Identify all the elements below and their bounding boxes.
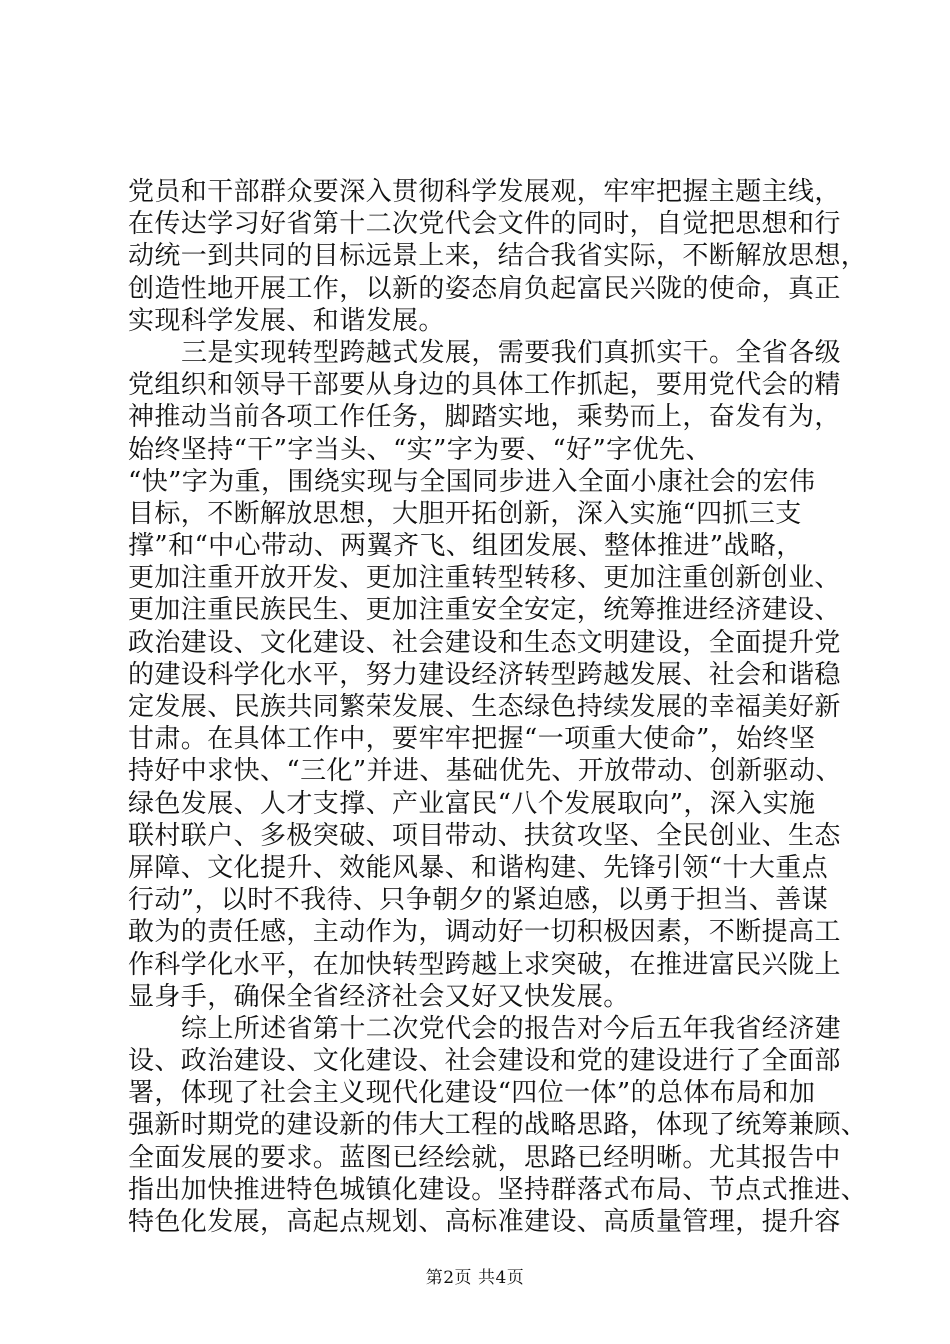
- text-line: 全面发展的要求。蓝图已经绘就，思路已经明晰。尤其报告中: [128, 1142, 841, 1173]
- text-line: 的建设科学化水平，努力建设经济转型跨越发展、社会和谐稳: [128, 659, 841, 690]
- text-line: 更加注重民族民生、更加注重安全安定，统筹推进经济建设、: [128, 595, 841, 626]
- text-line: 创造性地开展工作，以新的姿态肩负起富民兴陇的使命，真正: [128, 273, 841, 304]
- paragraph-start-line: 三是实现转型跨越式发展，需要我们真抓实干。全省各级: [181, 337, 842, 368]
- text-line: 实现科学发展、和谐发展。: [128, 305, 445, 336]
- text-line: 作科学化水平，在加快转型跨越上求突破，在推进富民兴陇上: [128, 949, 841, 980]
- text-line: 动统一到共同的目标远景上来，结合我省实际，不断解放思想，: [128, 241, 868, 272]
- text-line: 在传达学习好省第十二次党代会文件的同时，自觉把思想和行: [128, 209, 841, 240]
- text-line: 持好中求快、“三化”并进、基础优先、开放带动、创新驱动、: [128, 756, 842, 787]
- text-line: 设、政治建设、文化建设、社会建设和党的建设进行了全面部: [128, 1046, 841, 1077]
- text-line: 屏障、文化提升、效能风暴、和谐构建、先锋引领“十大重点: [128, 852, 829, 883]
- text-line: 署，体现了社会主义现代化建设“四位一体”的总体布局和加: [128, 1078, 816, 1109]
- text-line: 特色化发展，高起点规划、高标准建设、高质量管理，提升容: [128, 1207, 841, 1237]
- text-line: 党员和干部群众要深入贯彻科学发展观，牢牢把握主题主线，: [128, 177, 841, 207]
- text-line: 始终坚持“干”字当头、“实”字为要、“好”字优先、: [128, 434, 712, 465]
- text-line: 强新时期党的建设新的伟大工程的战略思路，体现了统筹兼顾、: [128, 1110, 868, 1141]
- text-line: 甘肃。在具体工作中，要牢牢把握“一项重大使命”，始终坚: [128, 724, 816, 755]
- text-line: 显身手，确保全省经济社会又好又快发展。: [128, 981, 630, 1012]
- text-line: 行动”，以时不我待、只争朝夕的紧迫感，以勇于担当、善谋: [128, 885, 829, 916]
- paragraph-start-line: 综上所述省第十二次党代会的报告对今后五年我省经济建: [181, 1013, 842, 1044]
- text-line: 指出加快推进特色城镇化建设。坚持群落式布局、节点式推进、: [128, 1174, 868, 1205]
- text-line: 定发展、民族共同繁荣发展、生态绿色持续发展的幸福美好新: [128, 692, 841, 722]
- text-line: 神推动当前各项工作任务，脚踏实地，乘势而上，奋发有为，: [128, 402, 841, 433]
- text-line: 绿色发展、人才支撑、产业富民“八个发展取向”，深入实施: [128, 788, 816, 819]
- page-number-footer: 第2页 共4页: [425, 1268, 525, 1288]
- text-line: 敢为的责任感，主动作为，调动好一切积极因素，不断提高工: [128, 917, 841, 948]
- text-line: 联村联户、多极突破、项目带动、扶贫攻坚、全民创业、生态: [128, 820, 841, 851]
- text-line: 目标，不断解放思想，大胆开拓创新，深入实施“四抓三支: [128, 498, 802, 529]
- text-line: 党组织和领导干部要从身边的具体工作抓起，要用党代会的精: [128, 370, 841, 401]
- document-body: [128, 176, 868, 1238]
- text-line: 撑”和“中心带动、两翼齐飞、组团发展、整体推进”战略，: [128, 531, 803, 562]
- text-line: 政治建设、文化建设、社会建设和生态文明建设，全面提升党: [128, 627, 841, 658]
- text-line: 更加注重开放开发、更加注重转型转移、更加注重创新创业、: [128, 563, 841, 594]
- text-line: “快”字为重，围绕实现与全国同步进入全面小康社会的宏伟: [128, 466, 816, 497]
